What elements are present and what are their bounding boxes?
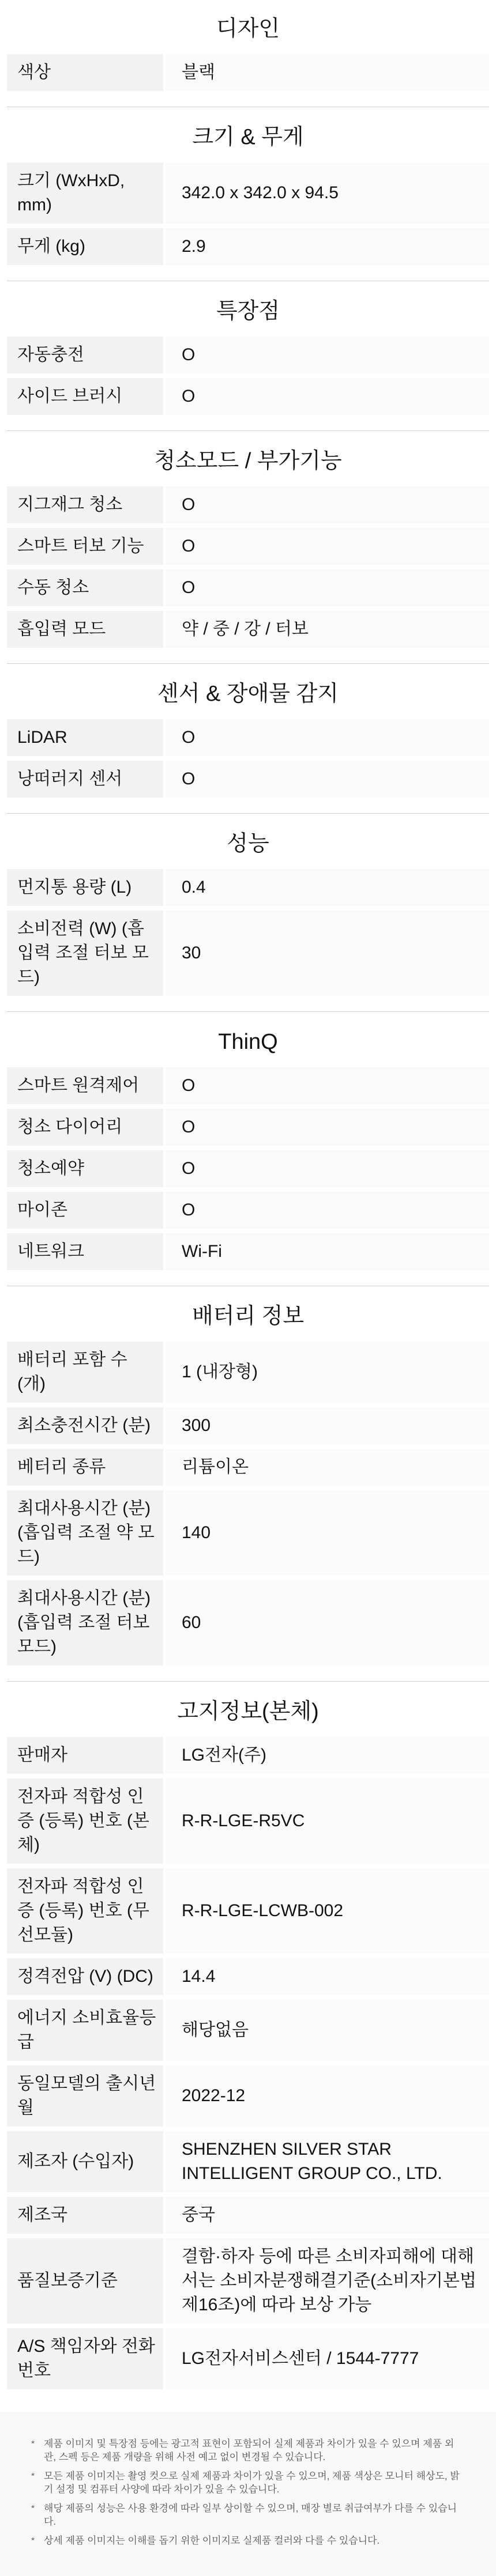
- spec-label: 색상: [7, 54, 163, 91]
- spec-value: O: [166, 1067, 489, 1104]
- spec-row: [7, 1109, 489, 1146]
- footnote-item: [29, 2469, 464, 2496]
- spec-value: O: [166, 1109, 489, 1146]
- footnote-text: 모든 제품 이미지는 촬영 컷으로 실제 제품과 차이가 있을 수 있으며, 제품 색상은 모니터 해상도, 밝기 설정 및 컴퓨터 사양에 따라 차이가 있을 수 있습니다.: [44, 2471, 460, 2495]
- spec-label: A/S 책임자와 전화번호: [7, 2328, 163, 2389]
- spec-label: 최대사용시간 (분) (흡입력 조절 약 모드): [7, 1490, 163, 1576]
- section-title: ThinQ: [218, 1030, 278, 1054]
- spec-value: O: [166, 337, 489, 373]
- spec-value: Wi-Fi: [166, 1233, 489, 1270]
- footnote-text: 상세 제품 이미지는 이해를 돕기 위한 이미지로 실제품 컬러와 다를 수 있습니다.: [44, 2535, 380, 2546]
- spec-row: [7, 1449, 489, 1486]
- spec-value: O: [166, 569, 489, 606]
- spec-row: [7, 1580, 489, 1665]
- spec-value: 300: [166, 1407, 489, 1444]
- spec-label: 스마트 원격제어: [7, 1067, 163, 1104]
- spec-value: O: [166, 1192, 489, 1229]
- section-title: 배터리 정보: [191, 1304, 305, 1328]
- section-title: 특장점: [216, 299, 280, 323]
- spec-table: [7, 1342, 489, 1665]
- section-title: 청소모드 / 부가기능: [154, 449, 342, 473]
- spec-label: 자동충전: [7, 337, 163, 373]
- spec-label: 사이드 브러시: [7, 378, 163, 415]
- spec-value: 해당없음: [166, 2000, 489, 2061]
- spec-row: [7, 569, 489, 606]
- spec-value: O: [166, 378, 489, 415]
- spec-value: O: [166, 719, 489, 756]
- spec-label: 수동 청소: [7, 569, 163, 606]
- spec-label: 네트워크: [7, 1233, 163, 1270]
- spec-table: [7, 163, 489, 265]
- spec-value: LG전자(주): [166, 1737, 489, 1774]
- spec-value: 30: [166, 911, 489, 996]
- spec-row: [7, 2131, 489, 2192]
- spec-label: 청소 다이어리: [7, 1109, 163, 1146]
- spec-section: [0, 448, 496, 648]
- spec-value: 140: [166, 1490, 489, 1576]
- spec-table: [7, 486, 489, 648]
- spec-section: [0, 1304, 496, 1665]
- spec-label: 제조국: [7, 2197, 163, 2234]
- spec-label: 흡입력 모드: [7, 611, 163, 648]
- section-divider: [7, 813, 489, 814]
- spec-row: [7, 611, 489, 648]
- spec-value: LG전자서비스센터 / 1544-7777: [166, 2328, 489, 2389]
- spec-label: 전자파 적합성 인증 (등록) 번호 (본체): [7, 1778, 163, 1864]
- spec-label: 배터리 포함 수 (개): [7, 1342, 163, 1403]
- footnote-item: [29, 2437, 464, 2464]
- spec-value: 0.4: [166, 869, 489, 906]
- spec-row: [7, 1342, 489, 1403]
- spec-row: [7, 1407, 489, 1444]
- section-title: 크기 & 무게: [192, 125, 304, 149]
- spec-row: [7, 1150, 489, 1187]
- spec-section: [0, 16, 496, 91]
- spec-label: 청소예약: [7, 1150, 163, 1187]
- footnote-panel: [0, 2412, 496, 2576]
- spec-label: 스마트 터보 기능: [7, 528, 163, 565]
- spec-label: 베터리 종류: [7, 1449, 163, 1486]
- spec-label: 먼지통 용량 (L): [7, 869, 163, 906]
- spec-row: [7, 228, 489, 265]
- spec-value: 중국: [166, 2197, 489, 2234]
- spec-row: [7, 2328, 489, 2389]
- spec-value: 2.9: [166, 228, 489, 265]
- spec-row: [7, 1490, 489, 1576]
- spec-section: [0, 1029, 496, 1270]
- section-title: 고지정보(본체): [177, 1699, 319, 1724]
- spec-row: [7, 486, 489, 523]
- spec-value: 60: [166, 1580, 489, 1665]
- section-divider: [7, 663, 489, 664]
- spec-value: R-R-LGE-LCWB-002: [166, 1868, 489, 1954]
- spec-label: 품질보증기준: [7, 2238, 163, 2324]
- spec-row: [7, 911, 489, 996]
- spec-label: 무게 (kg): [7, 228, 163, 265]
- footnote-text: 제품 이미지 및 특장점 등에는 광고적 표현이 포함되어 실제 제품과 차이가 있을 수 있으며 제품 외관, 스펙 등은 제품 개량을 위해 사전 예고 없이 변경될 수 있습니다.: [44, 2438, 454, 2462]
- spec-value: 14.4: [166, 1958, 489, 1995]
- asterisk-marker: *: [31, 2536, 35, 2545]
- spec-row: [7, 1192, 489, 1229]
- spec-label: 정격전압 (V) (DC): [7, 1958, 163, 1995]
- spec-value: 리튬이온: [166, 1449, 489, 1486]
- spec-row: [7, 1233, 489, 1270]
- spec-row: [7, 2065, 489, 2126]
- spec-row: [7, 869, 489, 906]
- spec-value: O: [166, 1150, 489, 1187]
- spec-section: [0, 124, 496, 265]
- spec-label: 제조자 (수입자): [7, 2131, 163, 2192]
- asterisk-marker: *: [31, 2471, 35, 2481]
- spec-section: [0, 299, 496, 415]
- spec-value: 342.0 x 342.0 x 94.5: [166, 163, 489, 224]
- spec-row: [7, 378, 489, 415]
- spec-value: O: [166, 528, 489, 565]
- section-divider: [7, 1681, 489, 1682]
- spec-label: 지그재그 청소: [7, 486, 163, 523]
- footnote-text: 해당 제품의 성능은 사용 환경에 따라 일부 상이할 수 있으며, 매장 별로 취급여부가 다를 수 있습니다.: [44, 2503, 457, 2527]
- spec-label: 낭떠러지 센서: [7, 761, 163, 798]
- spec-row: [7, 761, 489, 798]
- spec-row: [7, 2197, 489, 2234]
- spec-table: [7, 1067, 489, 1270]
- section-divider: [7, 430, 489, 431]
- spec-row: [7, 2000, 489, 2061]
- spec-section: [0, 1699, 496, 2389]
- spec-table: [7, 719, 489, 798]
- spec-table: [7, 869, 489, 996]
- spec-table: [7, 54, 489, 91]
- spec-row: [7, 1778, 489, 1864]
- spec-label: 소비전력 (W) (흡입력 조절 터보 모드): [7, 911, 163, 996]
- spec-label: 크기 (WxHxD, mm): [7, 163, 163, 224]
- spec-label: 전자파 적합성 인증 (등록) 번호 (무선모듈): [7, 1868, 163, 1954]
- spec-label: 최소충전시간 (분): [7, 1407, 163, 1444]
- spec-label: 에너지 소비효율등급: [7, 2000, 163, 2061]
- spec-table: [7, 337, 489, 415]
- spec-value: 2022-12: [166, 2065, 489, 2126]
- section-title: 센서 & 장애물 감지: [157, 682, 339, 706]
- spec-row: [7, 1737, 489, 1774]
- spec-row: [7, 1868, 489, 1954]
- spec-row: [7, 337, 489, 373]
- spec-table: [7, 1737, 489, 2389]
- spec-value: SHENZHEN SILVER STAR INTELLIGENT GROUP CO., LTD.: [166, 2131, 489, 2192]
- spec-row: [7, 528, 489, 565]
- spec-row: [7, 163, 489, 224]
- spec-row: [7, 1067, 489, 1104]
- asterisk-marker: *: [31, 2439, 35, 2449]
- section-title: 성능: [227, 832, 269, 856]
- spec-row: [7, 54, 489, 91]
- section-title: 디자인: [216, 17, 280, 41]
- spec-value: 1 (내장형): [166, 1342, 489, 1403]
- asterisk-marker: *: [31, 2503, 35, 2513]
- spec-value: O: [166, 486, 489, 523]
- footnote-item: [29, 2534, 464, 2547]
- spec-section: [0, 681, 496, 798]
- section-divider: [7, 1011, 489, 1012]
- footnote-item: [29, 2502, 464, 2528]
- spec-label: 판매자: [7, 1737, 163, 1774]
- spec-label: 마이존: [7, 1192, 163, 1229]
- spec-row: [7, 719, 489, 756]
- spec-section: [0, 831, 496, 996]
- spec-value: 약 / 중 / 강 / 터보: [166, 611, 489, 648]
- spec-label: 최대사용시간 (분) (흡입력 조절 터보 모드): [7, 1580, 163, 1665]
- spec-row: [7, 1958, 489, 1995]
- spec-value: 결함·하자 등에 따른 소비자피해에 대해서는 소비자분쟁해결기준(소비자기본법 제16조)에 따라 보상 가능: [166, 2238, 489, 2324]
- spec-label: LiDAR: [7, 719, 163, 756]
- spec-value: 블랙: [166, 54, 489, 91]
- spec-label: 동일모델의 출시년월: [7, 2065, 163, 2126]
- spec-value: R-R-LGE-R5VC: [166, 1778, 489, 1864]
- spec-value: O: [166, 761, 489, 798]
- spec-row: [7, 2238, 489, 2324]
